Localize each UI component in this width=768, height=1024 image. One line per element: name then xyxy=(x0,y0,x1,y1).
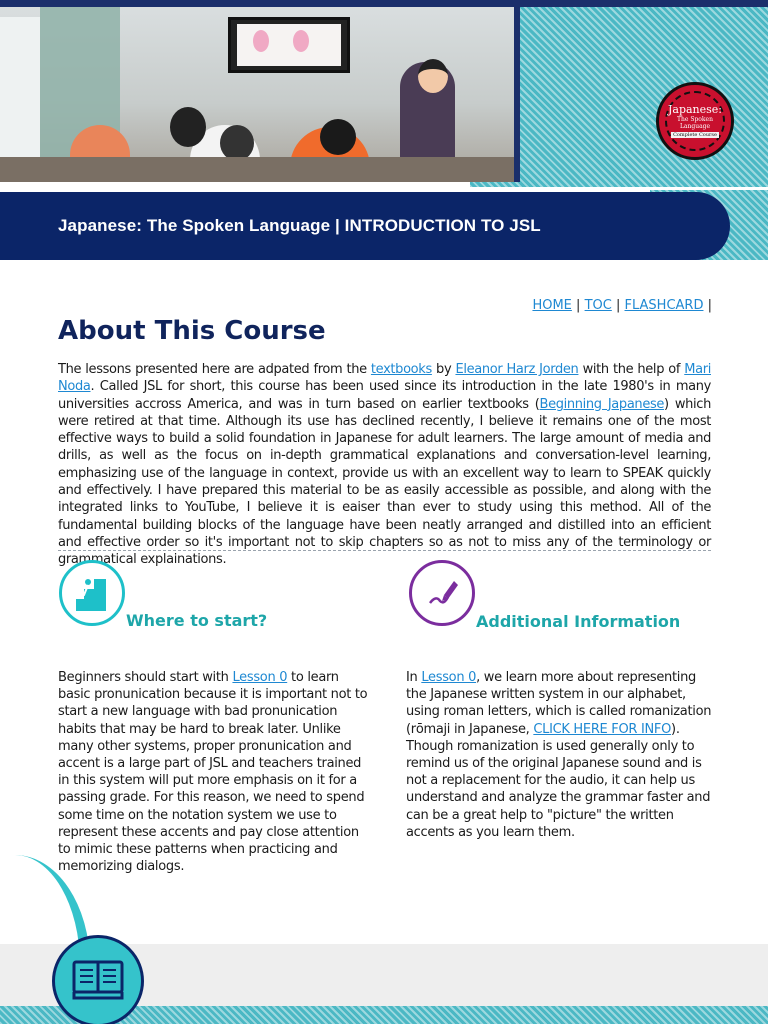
intro-text: by xyxy=(431,362,456,377)
top-strip xyxy=(0,0,768,7)
intro-text: . Called JSL for short, this course has been used since its introduction in the late 1980's in many universities accross America, and was in turn based on earlier textbooks ( xyxy=(58,379,711,412)
nav-toc-link[interactable]: TOC xyxy=(584,298,612,313)
coauthor-link[interactable]: Mari Noda xyxy=(58,362,711,395)
climber-icon xyxy=(59,560,125,626)
additional-info-heading: Additional Information xyxy=(476,612,681,631)
section-divider xyxy=(58,550,711,551)
logo-line3: Complete Course xyxy=(673,132,717,139)
where-to-start-heading: Where to start? xyxy=(126,611,268,630)
lesson0-link[interactable]: Lesson 0 xyxy=(232,670,288,685)
header-photo xyxy=(0,7,520,182)
info-text: ). Though romanization is used generally only to remind us of the original Japanese sound and is not a replacement for the audio, it can help us understand and analyze the grammar faster and can be a great help to "picture" the written accents as you learn them. xyxy=(406,721,711,840)
page-title: Japanese: The Spoken Language | INTRODUCTION TO JSL xyxy=(58,216,541,235)
nav-separator: | xyxy=(576,298,581,313)
start-text: to learn basic pronunication because it is important not to start a new language with bad pronunication habits that may be hard to break later. Unlike many other systems, proper pronunication and accent is a large part of JSL and teachers trained in this system will put more emphasis on it for a passing grade. For this reason, we need to spend some time on the notation system we use to represent these accents and pay close attention to mimic these patterns when practicing and memorizing dialogs. xyxy=(58,670,368,875)
book-icon xyxy=(52,935,144,1024)
additional-info-paragraph xyxy=(406,669,716,841)
nav-flashcard-link[interactable]: FLASHCARD xyxy=(624,298,704,313)
textbooks-link[interactable]: textbooks xyxy=(370,362,432,377)
intro-text: with the help of xyxy=(578,362,685,377)
where-to-start-paragraph xyxy=(58,669,368,875)
course-logo xyxy=(656,82,734,160)
logo-line1: Japanese: xyxy=(667,102,723,116)
intro-text: The lessons presented here are adpated from the xyxy=(58,362,371,377)
romanization-info-link[interactable]: CLICK HERE FOR INFO xyxy=(533,721,672,737)
info-text: In xyxy=(406,670,422,685)
author-link[interactable]: Eleanor Harz Jorden xyxy=(455,362,579,377)
pen-icon xyxy=(409,560,475,626)
start-text: Beginners should start with xyxy=(58,670,233,685)
logo-line2: The Spoken Language xyxy=(677,115,713,130)
nav-home-link[interactable]: HOME xyxy=(532,298,572,313)
lesson0-link[interactable]: Lesson 0 xyxy=(421,670,477,685)
intro-text: ) which were retired at that time. Although its use has declined recently, I believe it remains one of the most effective ways to build a solid foundation in Japanese for adult learners. The large amount of media and drills, as well as the focus on in-depth grammatical explanations and conversation-level learning, emphasizing use of the language in context, provide us with an excellent way to learn to SPEAK quickly and effectively. I have prepared this material to be as easily accessible as possible, and along with the integrated links to YouTube, I believe it is eaiser than ever to study using this method. All of the fundamental building blocks of the language have been neatly arranged and distilled into an efficient and effective order so it's important not to skip chapters so as not to miss any of the terminology or grammatical explainations. xyxy=(58,396,711,568)
intro-paragraph xyxy=(58,361,711,569)
section-heading: About This Course xyxy=(58,316,326,346)
nav-separator: | xyxy=(615,298,621,313)
beginning-japanese-link[interactable]: Beginning Japanese xyxy=(539,396,665,412)
title-band xyxy=(0,192,730,260)
info-text: , we learn more about representing the Japanese written system in our alphabet, using roman letters, which is called romanization (rōmaji in Japanese, xyxy=(406,670,712,737)
nav-separator: | xyxy=(707,298,712,313)
top-nav xyxy=(532,298,712,313)
